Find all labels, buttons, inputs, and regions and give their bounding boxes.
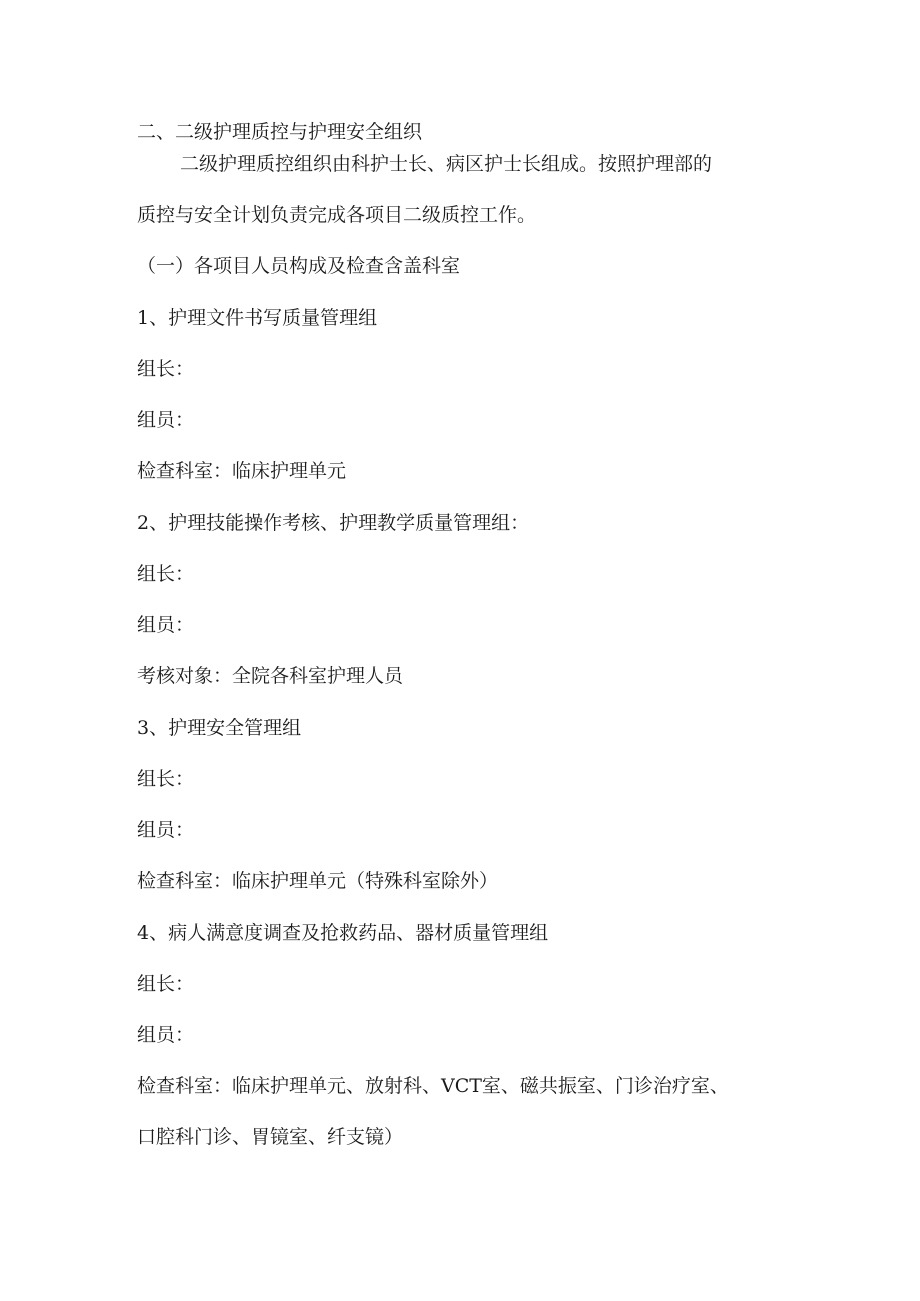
group-4-scope: 检查科室：临床护理单元、放射科、VCT室、磁共振室、门诊治疗室、 xyxy=(137,1075,729,1097)
intro-paragraph-line-2: 质控与安全计划负责完成各项目二级质控工作。 xyxy=(137,204,537,226)
group-1-title: 1、护理文件书写质量管理组 xyxy=(137,307,378,329)
group-1-leader: 组长： xyxy=(137,358,195,380)
intro-paragraph-line-1: 二级护理质控组织由科护士长、病区护士长组成。按照护理部的 xyxy=(180,153,713,175)
group-1-scope: 检查科室：临床护理单元 xyxy=(137,460,347,482)
group-2-leader: 组长： xyxy=(137,563,195,585)
section-heading: 二、二级护理质控与护理安全组织 xyxy=(137,121,423,143)
group-3-leader: 组长： xyxy=(137,768,195,790)
group-4-members: 组员： xyxy=(137,1024,195,1046)
group-4-scope-continued: 口腔科门诊、胃镜室、纤支镜） xyxy=(137,1126,404,1148)
group-3-scope: 检查科室：临床护理单元（特殊科室除外） xyxy=(137,870,499,892)
group-4-title: 4、病人满意度调查及抢救药品、器材质量管理组 xyxy=(137,922,549,944)
group-3-title: 3、护理安全管理组 xyxy=(137,717,302,739)
group-3-members: 组员： xyxy=(137,819,195,841)
group-2-scope: 考核对象：全院各科室护理人员 xyxy=(137,665,404,687)
group-1-members: 组员： xyxy=(137,409,195,431)
group-4-leader: 组长： xyxy=(137,973,195,995)
subsection-heading: （一）各项目人员构成及检查含盖科室 xyxy=(137,255,461,277)
group-2-title: 2、护理技能操作考核、护理教学质量管理组： xyxy=(137,512,530,534)
group-2-members: 组员： xyxy=(137,614,195,636)
